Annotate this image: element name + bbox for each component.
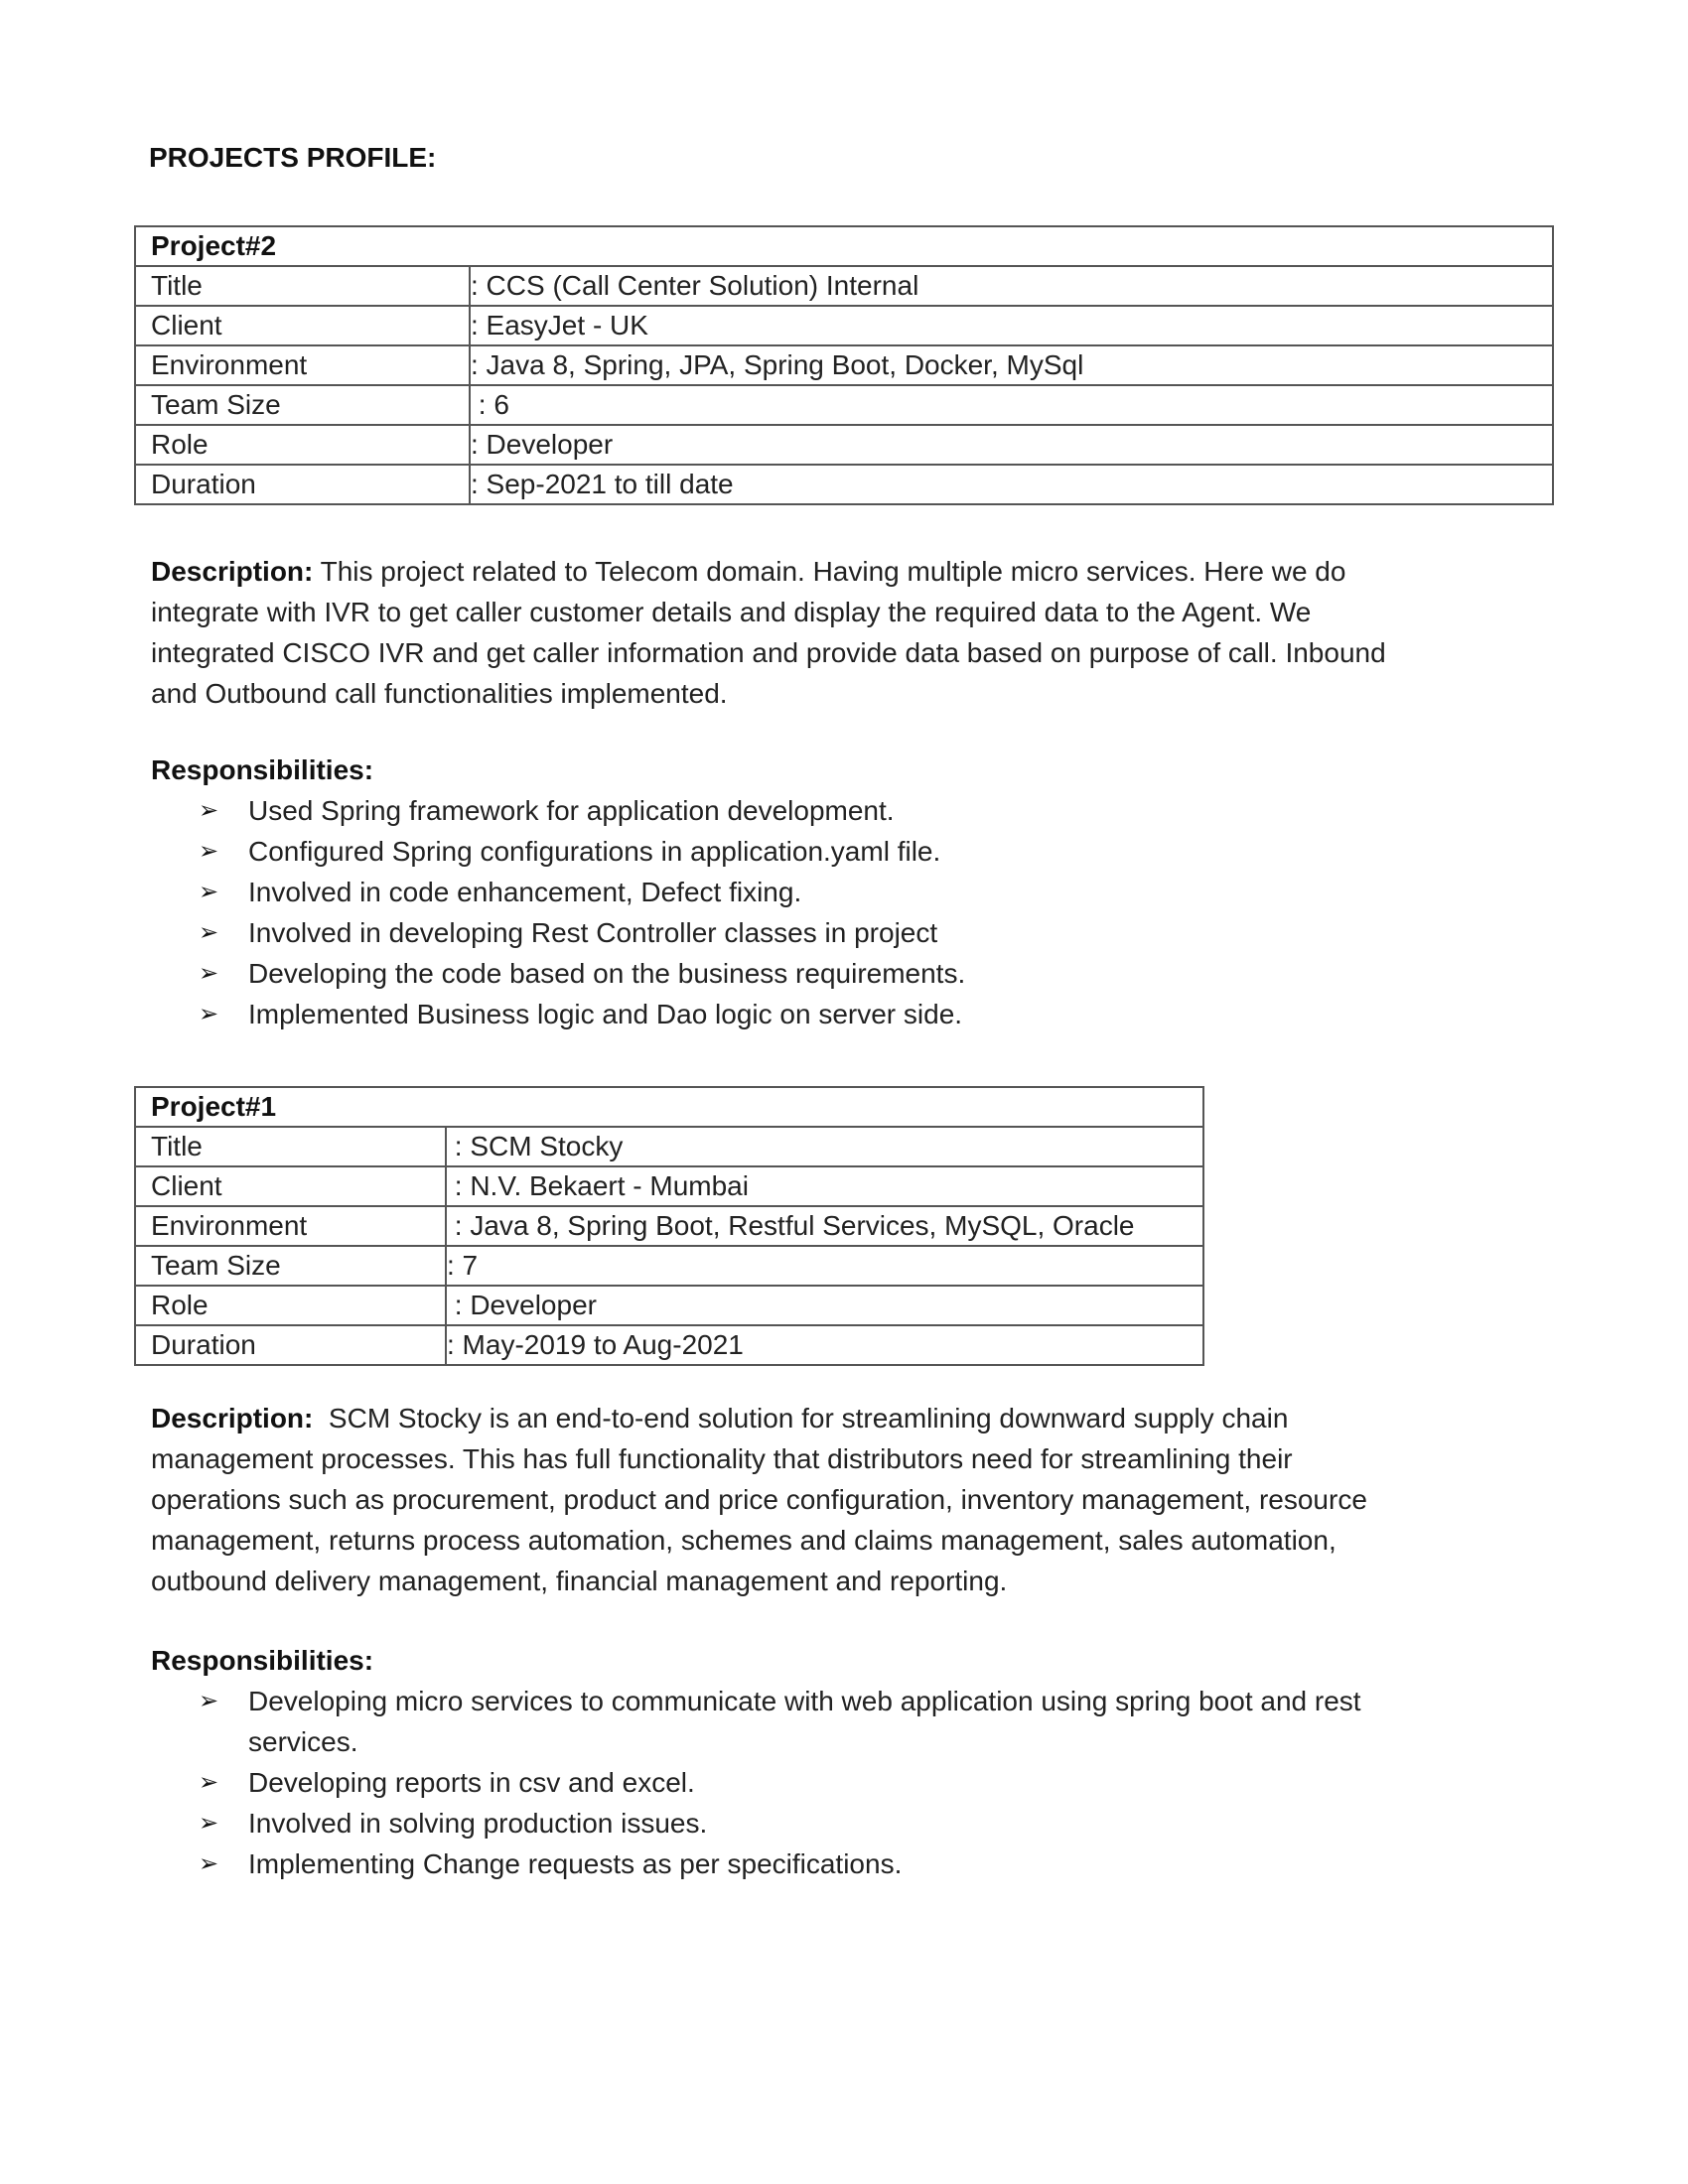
list-item-text: Used Spring framework for application development. — [248, 795, 895, 826]
description-line: management processes. This has full functionality that distributors need for streamlining their — [151, 1443, 1293, 1474]
arrow-bullet-icon: ➢ — [199, 796, 219, 824]
row-label: Title — [135, 266, 470, 306]
list-item — [0, 872, 1470, 912]
arrow-bullet-icon: ➢ — [199, 918, 219, 946]
list-item-text: Developing the code based on the business requirements. — [248, 958, 966, 989]
row-value: : N.V. Bekaert - Mumbai — [446, 1166, 1203, 1206]
table-row — [135, 306, 1553, 345]
row-value: : CCS (Call Center Solution) Internal — [470, 266, 1553, 306]
list-item-text: Involved in solving production issues. — [248, 1808, 708, 1839]
row-label: Environment — [135, 1206, 446, 1246]
description-label: Description: — [151, 1403, 314, 1433]
arrow-bullet-icon: ➢ — [199, 959, 219, 987]
list-item-text: Involved in code enhancement, Defect fixing. — [248, 877, 802, 907]
table-row — [135, 1206, 1203, 1246]
list-item — [0, 1762, 1470, 1803]
list-item — [0, 831, 1470, 872]
list-item — [0, 790, 1470, 831]
description-line: This project related to Telecom domain. Having multiple micro services. Here we do — [313, 556, 1346, 587]
page-title: PROJECTS PROFILE: — [149, 142, 437, 173]
project-1-responsibilities-list — [0, 1681, 1470, 1884]
row-value: : 7 — [446, 1246, 1203, 1286]
row-value: : 6 — [470, 385, 1553, 425]
table-row — [135, 465, 1553, 504]
list-item-text: Configured Spring configurations in application.yaml file. — [248, 836, 941, 867]
row-value: : Java 8, Spring, JPA, Spring Boot, Docker, MySql — [470, 345, 1553, 385]
description-line: integrate with IVR to get caller customer details and display the required data to the Agent. We — [151, 597, 1312, 627]
row-label: Duration — [135, 465, 470, 504]
description-line: integrated CISCO IVR and get caller information and provide data based on purpose of call. Inbound — [151, 637, 1386, 668]
table-row — [135, 1127, 1203, 1166]
table-row — [135, 266, 1553, 306]
table-row — [135, 425, 1553, 465]
row-label: Team Size — [135, 1246, 446, 1286]
arrow-bullet-icon: ➢ — [199, 1849, 219, 1877]
list-item — [0, 1843, 1470, 1884]
row-label: Duration — [135, 1325, 446, 1365]
list-item-text: Implemented Business logic and Dao logic on server side. — [248, 999, 963, 1029]
project-1-header: Project#1 — [135, 1087, 1203, 1127]
list-item — [0, 1681, 1470, 1762]
project-2-description — [151, 551, 1561, 714]
description-line: outbound delivery management, financial management and reporting. — [151, 1566, 1008, 1596]
arrow-bullet-icon: ➢ — [199, 1809, 219, 1837]
list-item — [0, 953, 1470, 994]
description-line: SCM Stocky is an end-to-end solution for streamlining downward supply chain — [313, 1403, 1289, 1433]
list-item-text: Involved in developing Rest Controller classes in project — [248, 917, 938, 948]
arrow-bullet-icon: ➢ — [199, 837, 219, 865]
project-1-responsibilities-heading: Responsibilities: — [151, 1645, 374, 1676]
description-label: Description: — [151, 556, 314, 587]
project-2-responsibilities-list — [0, 790, 1470, 1034]
arrow-bullet-icon: ➢ — [199, 1687, 219, 1714]
description-line: operations such as procurement, product and price configuration, inventory management, resource — [151, 1484, 1367, 1515]
row-label: Role — [135, 1286, 446, 1325]
description-line: management, returns process automation, schemes and claims management, sales automation, — [151, 1525, 1336, 1556]
list-item — [0, 1803, 1470, 1843]
table-row — [135, 345, 1553, 385]
row-value: : May-2019 to Aug-2021 — [446, 1325, 1203, 1365]
row-value: : Java 8, Spring Boot, Restful Services, MySQL, Oracle — [446, 1206, 1203, 1246]
row-label: Team Size — [135, 385, 470, 425]
table-row — [135, 1246, 1203, 1286]
project-1-table — [134, 1086, 1204, 1366]
list-item-text: Developing reports in csv and excel. — [248, 1767, 695, 1798]
row-value: : SCM Stocky — [446, 1127, 1203, 1166]
arrow-bullet-icon: ➢ — [199, 878, 219, 905]
table-row — [135, 1166, 1203, 1206]
row-label: Environment — [135, 345, 470, 385]
description-line: and Outbound call functionalities implemented. — [151, 678, 728, 709]
table-row — [135, 1286, 1203, 1325]
list-item-text: Developing micro services to communicate with web application using spring boot and rest services. — [248, 1686, 1361, 1757]
table-row — [135, 385, 1553, 425]
list-item — [0, 994, 1470, 1034]
row-value: : Developer — [446, 1286, 1203, 1325]
arrow-bullet-icon: ➢ — [199, 1000, 219, 1027]
row-label: Client — [135, 306, 470, 345]
list-item-text: Implementing Change requests as per specifications. — [248, 1848, 903, 1879]
project-2-table — [134, 225, 1554, 505]
list-item — [0, 912, 1470, 953]
row-label: Title — [135, 1127, 446, 1166]
project-2-responsibilities-heading: Responsibilities: — [151, 754, 374, 785]
arrow-bullet-icon: ➢ — [199, 1768, 219, 1796]
row-label: Client — [135, 1166, 446, 1206]
table-row — [135, 1325, 1203, 1365]
row-value: : EasyJet - UK — [470, 306, 1553, 345]
project-1-description — [151, 1398, 1561, 1601]
row-value: : Developer — [470, 425, 1553, 465]
row-value: : Sep-2021 to till date — [470, 465, 1553, 504]
row-label: Role — [135, 425, 470, 465]
project-2-header: Project#2 — [135, 226, 1553, 266]
